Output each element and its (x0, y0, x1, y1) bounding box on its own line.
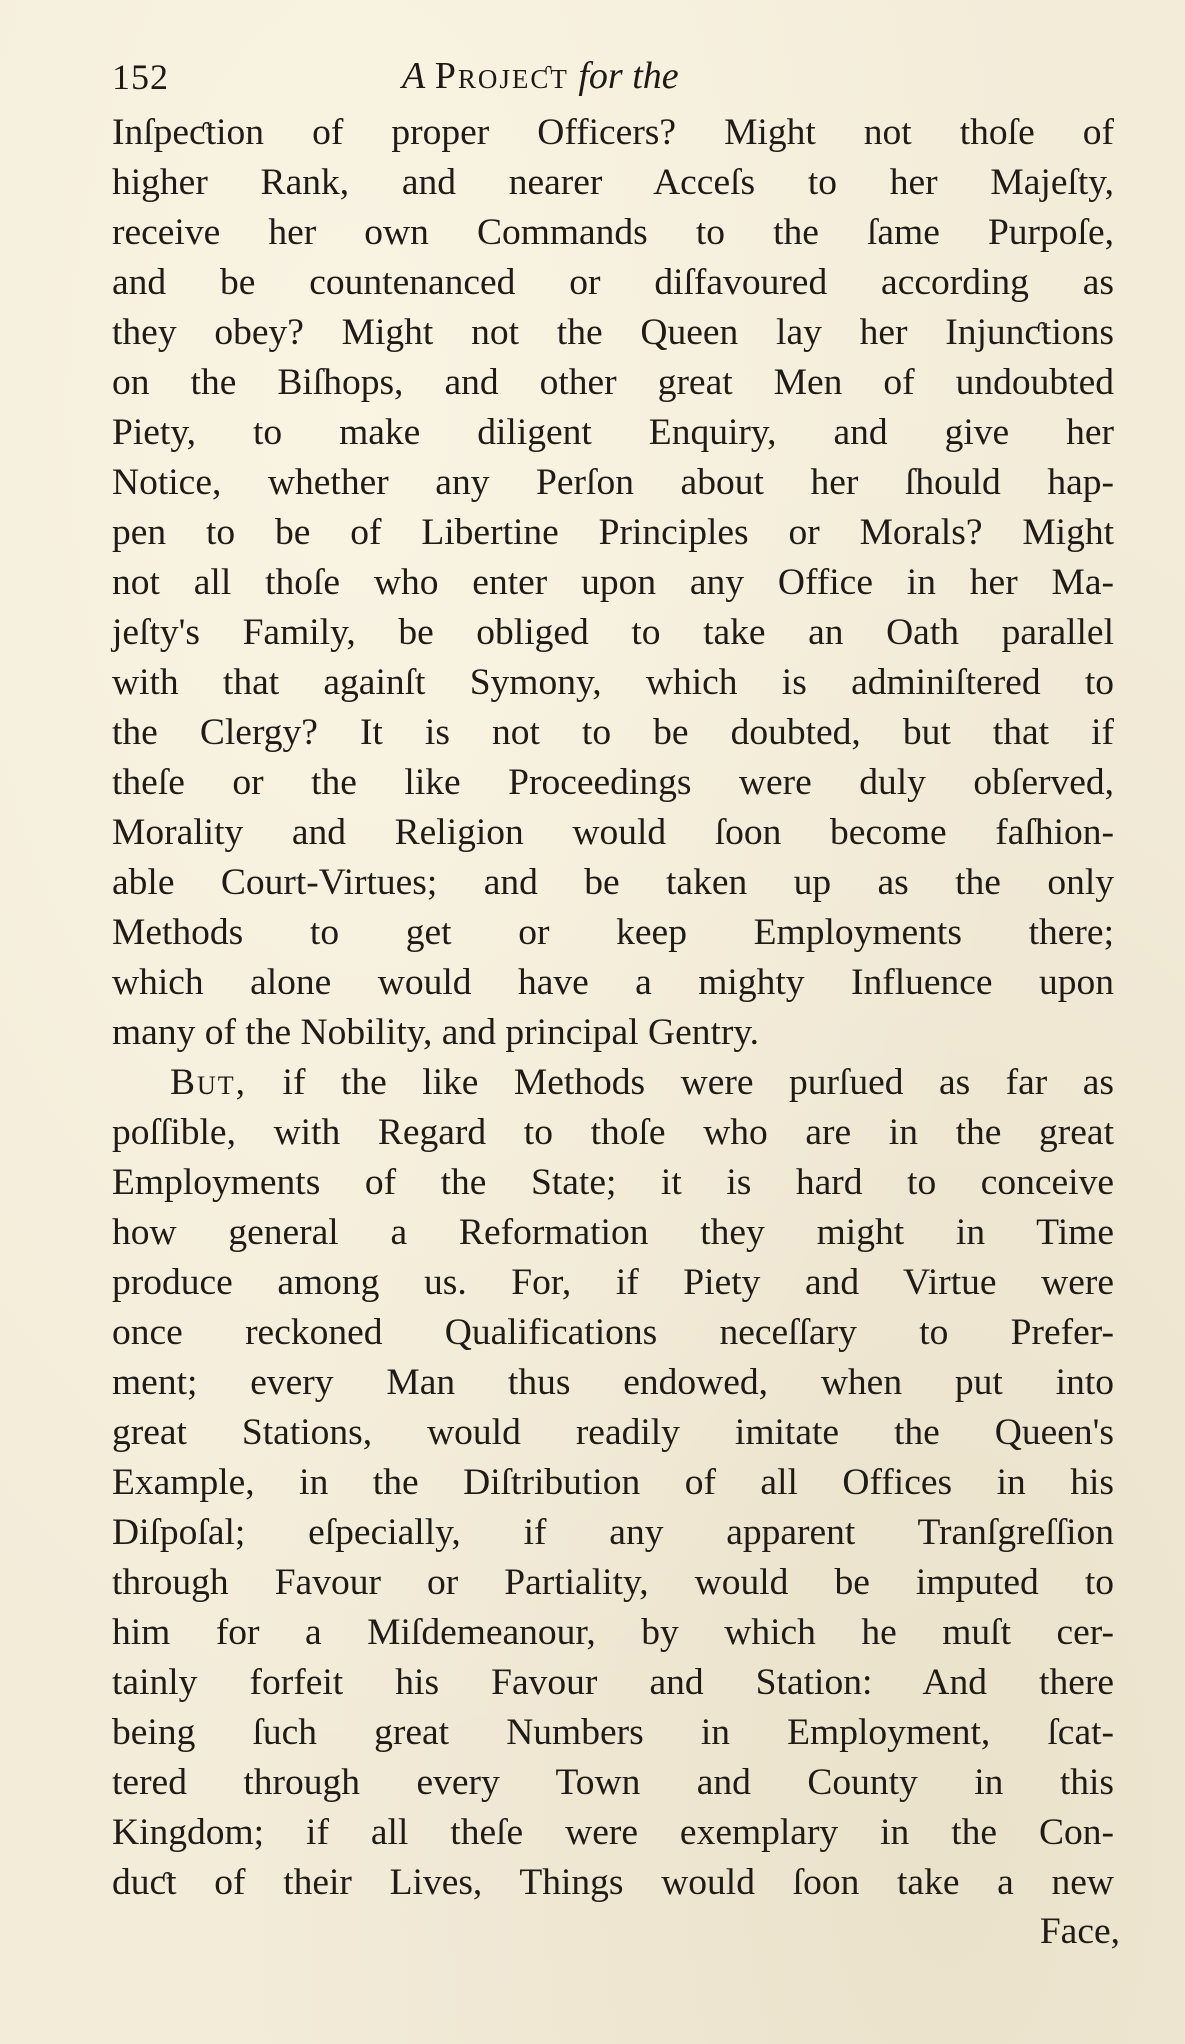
text-line: they obey? Might not the Queen lay her Injunƈtions (112, 312, 1114, 353)
text-line: higher Rank, and nearer Acceſs to her Majeſty, (112, 162, 1114, 203)
running-head-article: A (402, 55, 426, 97)
text-line: many of the Nobility, and principal Gentry. (112, 1012, 760, 1053)
running-head (402, 54, 679, 98)
text-line: able Court-Virtues; and be taken up as the only (112, 862, 1114, 903)
page-number: 152 (112, 57, 169, 97)
text-line: pen to be of Libertine Principles or Morals? Might (112, 512, 1114, 553)
paragraph-lead-word: But, (170, 1062, 248, 1103)
text-line: with that againſt Symony, which is adminiſtered to (112, 662, 1114, 703)
text-line: through Favour or Partiality, would be imputed to (112, 1562, 1114, 1603)
text-line: Example, in the Diſtribution of all Offices in his (112, 1462, 1114, 1503)
page-header (112, 48, 1112, 108)
text-line: jeſty's Family, be obliged to take an Oath parallel (112, 612, 1114, 653)
paragraph-1 (112, 108, 1114, 1058)
text-line-first (112, 1058, 1114, 1108)
first-line-rest: if the like Methods were purſued as far as (282, 1062, 1115, 1103)
text-line: Morality and Religion would ſoon become faſhion- (112, 812, 1114, 853)
text-line: Employments of the State; it is hard to conceive (112, 1162, 1114, 1203)
text-line: Methods to get or keep Employments there; (112, 912, 1114, 953)
text-line: poſſible, with Regard to thoſe who are in the great (112, 1112, 1114, 1153)
text-line: how general a Reformation they might in Time (112, 1212, 1114, 1253)
running-head-tail: for the (578, 55, 679, 97)
running-head-title: Projeƈt (434, 55, 569, 97)
catchword: Face, (1039, 1911, 1120, 1952)
text-line: Notice, whether any Perſon about her ſhould hap- (112, 462, 1114, 503)
text-line: on the Biſhops, and other great Men of undoubted (112, 362, 1114, 403)
text-line: produce among us. For, if Piety and Virtue were (112, 1262, 1114, 1303)
text-line: Inſpeƈtion of proper Officers? Might not thoſe of (112, 112, 1114, 153)
text-line: theſe or the like Proceedings were duly obſerved, (112, 762, 1114, 803)
text-line: great Stations, would readily imitate the Queen's (112, 1412, 1114, 1453)
text-line: which alone would have a mighty Influence upon (112, 962, 1114, 1003)
text-line: him for a Miſdemeanour, by which he muſt cer- (112, 1612, 1114, 1653)
text-line: Kingdom; if all theſe were exemplary in the Con- (112, 1812, 1114, 1853)
text-line: once reckoned Qualifications neceſſary to Prefer- (112, 1312, 1114, 1353)
text-line: Diſpoſal; eſpecially, if any apparent Tranſgreſſion (112, 1512, 1114, 1553)
text-line: not all thoſe who enter upon any Office in her Ma- (112, 562, 1114, 603)
text-line: and be countenanced or diſfavoured according as (112, 262, 1114, 303)
body-text (112, 108, 1114, 1908)
text-line: receive her own Commands to the ſame Purpoſe, (112, 212, 1114, 253)
text-line: duƈt of their Lives, Things would ſoon take a new (112, 1862, 1114, 1903)
text-line: tainly forfeit his Favour and Station: And there (112, 1662, 1114, 1703)
text-line: tered through every Town and County in this (112, 1762, 1114, 1803)
paragraph-2 (112, 1058, 1114, 1908)
text-line: Piety, to make diligent Enquiry, and give her (112, 412, 1114, 453)
text-line: ment; every Man thus endowed, when put into (112, 1362, 1114, 1403)
text-line: the Clergy? It is not to be doubted, but that if (112, 712, 1114, 753)
text-line: being ſuch great Numbers in Employment, ſcat- (112, 1712, 1114, 1753)
